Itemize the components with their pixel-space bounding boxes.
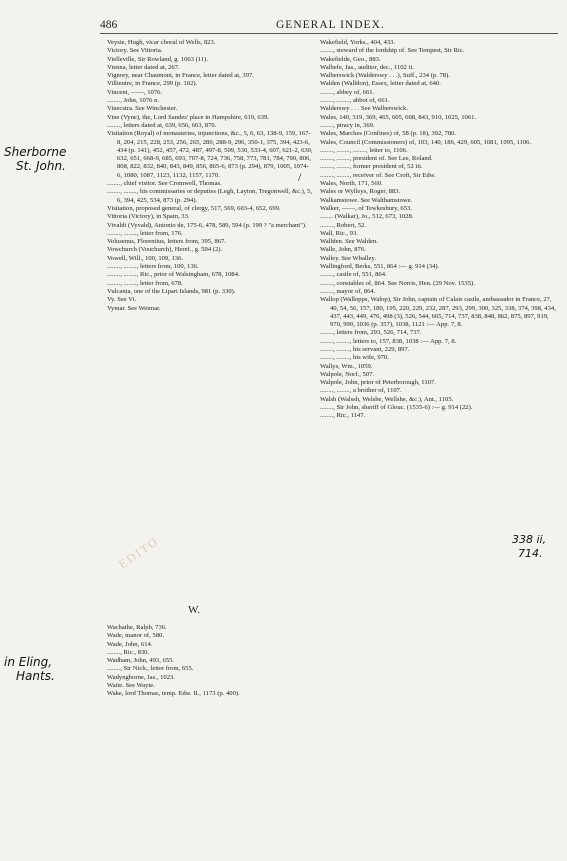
index-entry: Wales or Wylleys, Roger, 883.: [320, 188, 401, 196]
index-entry: Villieutre, in France, 299 (p. 102).: [107, 80, 198, 88]
index-entry: ........, ........, a brother of, 1107.: [320, 387, 402, 395]
index-entry: ........, Robert, 52.: [320, 221, 366, 229]
index-entry: Wade, John, 614.: [107, 640, 153, 648]
index-entry: Wachathe, Ralph, 736.: [107, 624, 167, 631]
index-entry: Wade, manor of, 580.: [107, 632, 164, 640]
index-entry: Vymar. See Weimar.: [107, 304, 161, 312]
index-entry: Walbefe, Jas., auditor, dec., 1102 ii.: [320, 63, 414, 71]
index-entry: Victory. See Vittoria.: [107, 47, 163, 55]
index-entry: Vignory, near Chaumont, in France, letter dated at, 397.: [107, 72, 254, 80]
index-entry: ........, Ric., 1147.: [320, 412, 366, 420]
margin-note-sherborne: [4, 145, 66, 173]
left-column-bottom: [107, 624, 313, 699]
index-entry: Wallingford, Berks, 551, 864 :— g. 914 (34).: [320, 263, 440, 271]
index-entry: ........, chief visitor. See Cromwell, Thomas.: [107, 180, 222, 188]
margin-note-line: Sherborne: [4, 145, 67, 159]
index-entry: ........, ........, letter from, 678.: [107, 279, 183, 287]
right-column: [320, 39, 558, 421]
index-entry: ........, ........, former president of, 52 iii.: [320, 163, 423, 171]
index-entry: ........, ........, president of. See Lee, Roland.: [320, 155, 433, 163]
index-entry: Walden (Walldon), Essex, letter dated at, 640.: [320, 80, 441, 88]
index-entry: Vulcania, one of the Lipari Islands, 981 (p. 330).: [107, 287, 236, 295]
running-title: GENERAL INDEX.: [276, 19, 385, 31]
index-entry: ........, letters from, 293, 526, 714, 737.: [320, 329, 422, 337]
index-entry: ........, Ric., 830.: [107, 648, 150, 656]
margin-note-line: 714.: [518, 547, 543, 560]
margin-bracket: /: [298, 170, 302, 184]
index-entry: Wakefield, Yorks., 404, 433.: [320, 39, 396, 46]
index-entry: Walberswick (Walderswy . . .), Suff., 234 (p. 78).: [320, 72, 450, 80]
header-rule: [100, 33, 558, 34]
index-entry: Walley. See Whalley.: [320, 254, 376, 262]
margin-note-reference: [512, 533, 546, 561]
section-letter: W.: [188, 604, 201, 616]
index-entry: ........, Sir Nich., letter from, 655.: [107, 665, 194, 673]
index-entry: Wallden. See Walden.: [320, 238, 378, 246]
index-entry: Wakefielde, Geo., 883.: [320, 55, 381, 63]
index-entry: Walsh (Walssh, Welshe, Wellshe, &c.), Ant., 1105.: [320, 395, 454, 403]
index-entry: ........, Sir John, sheriff of Glouc. (1535-6) :— g. 914 (22).: [320, 404, 473, 412]
index-entry: Wadham, John, 493, 655.: [107, 657, 175, 665]
index-entry: Vine (Vyne), the, Lord Sandes' place in Hampshire, 619, 639.: [107, 113, 269, 121]
index-entry: ........, ........, letters from, 100, 136.: [107, 263, 199, 271]
index-entry: ........, ........, his wife, 970.: [320, 354, 389, 362]
index-entry: Vivaldi (Vyvald), Antonio de, 175-6, 478, 589, 594 (p. 199 ? "a merchant").: [107, 221, 307, 229]
index-entry: Vinecstra. See Winchester.: [107, 105, 178, 113]
index-entry: ........, ........, letter from, 176.: [107, 229, 183, 237]
watermark: EDITO: [116, 533, 162, 572]
margin-note-line: St. John.: [16, 159, 66, 173]
margin-note-line: 338 ii,: [512, 533, 547, 546]
index-entry: ........, ........, receiver of. See Croft, Sir Edw.: [320, 171, 436, 179]
index-entry: Walderswy . . . See Walberswick.: [320, 105, 408, 113]
index-entry: Walle, John, 876.: [320, 246, 366, 254]
index-entry: Wales, Council (Commissioners) of, 103, 140, 186, 429, 605, 1081, 1095, 1106.: [320, 138, 532, 146]
index-entry: ........, ........, Ric., prior of Walsingham, 678, 1084.: [107, 271, 240, 279]
index-entry: Wales, Marches (Confines) of, 58 (p. 18), 392, 780.: [320, 130, 457, 138]
index-entry: Vowell, Will., 100, 109, 136.: [107, 254, 184, 262]
index-entry: Wales, North, 171, 560.: [320, 180, 383, 188]
index-entry: ........, ........, his servant, 229, 897.: [320, 345, 410, 353]
index-entry: Wallop (Wallopps, Walop), Sir John, captain of Calais castle, ambassador in France, 27, 40, 54, 56, 157, 180, 195, 220, 229, 232, 287, 293, 299, 300, 325, 338, 374, 398, 434, 437, 443, 449, 476, 498 (3), 526, 544, 665, 714, 737, 838, 848, 862, 875, 897, 919, 970, 999, 1036 (p. 357), 1038, 1121 :— App. 7, 8.: [320, 296, 556, 329]
index-entry: ........, constables of, 864. See Norris, Hen. (29 Nov. 1535).: [320, 279, 475, 287]
index-entry: Vowchurch (Vouchurch), Heref., g. 504 (2).: [107, 246, 223, 254]
page-number: 486: [100, 19, 118, 31]
index-entry: ........, abbey of, 661.: [320, 88, 375, 96]
margin-note-line: in Eling,: [4, 655, 53, 669]
index-entry: ........, castle of, 551, 864.: [320, 271, 387, 279]
index-entry: Walkamstowe. See Walthamstowe.: [320, 196, 413, 204]
index-entry: ........, steward of the lordship of. See Tempest, Sir Ric.: [320, 47, 465, 55]
index-entry: Vielleville, Sir Rowland, g. 1063 (11).: [107, 55, 208, 63]
index-entry: Vincent, ——, 1076.: [107, 88, 163, 96]
index-entry: ........, ........, his commissaries or deputies (Legh, Layton, Tregonwell, &c.), 5, 6, 394, 425, 534, 873 (p. 294).: [107, 188, 313, 204]
index-entry: Veysie, Hugh, vicar choral of Wells, 823.: [107, 39, 216, 46]
index-entry: Visitation, proposed general, of clergy, 517, 569, 603-4, 652, 699.: [107, 204, 281, 212]
index-entry: Vittoria (Victory), in Spain, 33.: [107, 213, 190, 221]
index-entry: Walpole, John, prior of Peterborough, 1107.: [320, 379, 436, 387]
index-entry: ........, ........, ........, letter to, 1106.: [320, 146, 408, 154]
margin-note-eling: [4, 655, 55, 683]
index-entry: ........, letters dated at, 639, 656, 663, 870.: [107, 121, 217, 129]
left-column-top: [107, 39, 313, 313]
margin-note-line: Hants.: [16, 669, 55, 683]
page-header: [100, 7, 560, 31]
index-entry: Walpole, Norf., 507.: [320, 370, 375, 378]
index-entry: ........, John, 1076 n.: [107, 97, 160, 105]
index-entry: Wales, 140, 319, 369, 465, 605, 608, 843, 910, 1025, 1061.: [320, 113, 477, 121]
index-entry: ........, mayor of, 864.: [320, 287, 376, 295]
index-entry: Waite. See Wayte.: [107, 682, 155, 690]
index-entry: ........ (Walkar), Jo., 512, 673, 1028.: [320, 213, 414, 221]
index-entry: Vienna, letter dated at, 267.: [107, 63, 180, 71]
index-entry: Volusenus, Florentius, letters from, 395, 867.: [107, 238, 226, 246]
index-entry: ........, ........, letters to, 157, 838, 1038 :— App. 7, 8.: [320, 337, 457, 345]
index-entry: ........, ........, abbot of, 661.: [320, 97, 390, 105]
index-entry: ........, piracy in, 369.: [320, 121, 375, 129]
index-entry: Walker, ——, of Tewkesbury, 653.: [320, 204, 412, 212]
index-entry: Visitation (Royal) of monasteries, injunctions, &c., 5, 6, 63, 138-9, 159, 167-8, 204, 215, 228, 253, 256, 265, 280, 288-9, 296, 350-1, 375, 394, 423-6, 434 (p. 141), 452, 457, 472, 487, 497-8, 509, 530, 533-4, 607, 621-2, 630, 632, 651, 668-9, 685, 693, 707-8, 724, 736, 758, 773, 781, 784, 790, 806, 808, 822, 832, 840, 843, 849, 856, 865-6, 873 (p. 294), 879, 1005, 1074-6, 1080, 1087, 1123, 1132, 1157, 1170.: [107, 130, 313, 179]
index-entry: Wallys, Wm., 1059.: [320, 362, 373, 370]
index-entry: Vy. See Vi.: [107, 296, 137, 304]
index-entry: Wall, Ric., 93.: [320, 229, 358, 237]
index-entry: Wadyngborne, Jas., 1023.: [107, 673, 175, 681]
index-entry: Wake, lord Thomas, temp. Edw. II., 1173 (p. 400).: [107, 690, 240, 698]
